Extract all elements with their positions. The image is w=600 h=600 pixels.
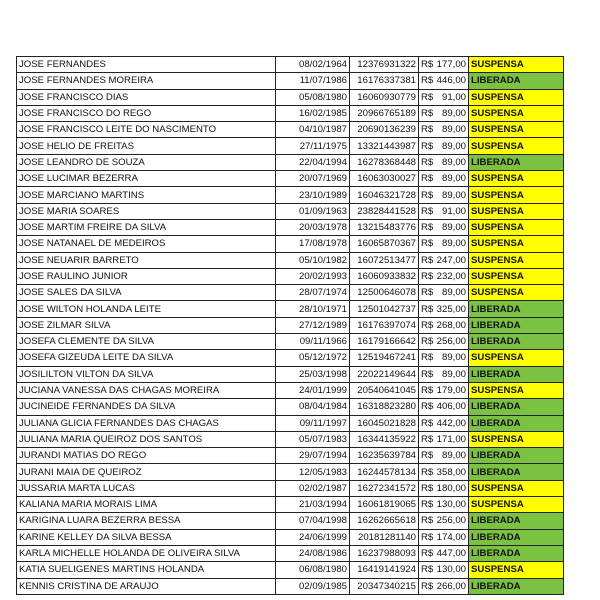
birth-date-cell: 08/04/1984 [276,399,350,415]
id-number-cell: 16176337381 [350,73,419,89]
value-wrap [421,384,466,397]
table-row [17,497,564,513]
name-cell: JOSE FERNANDES [17,57,276,73]
status-cell: LIBERADA [469,317,564,333]
amount: 447,00 [436,548,466,560]
currency-symbol: R$ [421,205,434,217]
birth-date-cell: 27/11/1975 [276,138,350,154]
currency-symbol: R$ [421,156,434,168]
value-wrap [421,172,466,185]
status-cell: SUSPENSA [469,187,564,203]
id-number-cell: 16318823280 [350,399,419,415]
records-table [16,56,564,595]
value-cell [419,366,469,382]
currency-symbol: R$ [421,482,434,494]
value-cell [419,89,469,105]
value-wrap [421,547,466,560]
value-cell [419,219,469,235]
name-cell: KENNIS CRISTINA DE ARAUJO [17,578,276,594]
birth-date-cell: 01/09/1963 [276,203,350,219]
value-cell [419,154,469,170]
value-wrap [421,449,466,462]
amount: 89,00 [441,238,466,250]
currency-symbol: R$ [421,466,434,478]
amount: 89,00 [441,156,466,168]
table-row [17,399,564,415]
currency-symbol: R$ [421,564,434,576]
status-cell: SUSPENSA [469,57,564,73]
amount: 256,00 [436,336,466,348]
amount: 89,00 [441,222,466,234]
name-cell: JULIANA MARIA QUEIROZ DOS SANTOS [17,431,276,447]
amount: 130,00 [436,564,466,576]
currency-symbol: R$ [421,319,434,331]
status-cell: SUSPENSA [469,497,564,513]
value-wrap [421,580,466,593]
birth-date-cell: 12/05/1983 [276,464,350,480]
status-cell: LIBERADA [469,415,564,431]
birth-date-cell: 05/10/1982 [276,252,350,268]
id-number-cell: 16060933832 [350,268,419,284]
value-cell [419,138,469,154]
currency-symbol: R$ [421,352,434,364]
table-row [17,464,564,480]
status-cell: SUSPENSA [469,431,564,447]
table-row [17,122,564,138]
status-cell: SUSPENSA [469,382,564,398]
name-cell: JOSE LUCIMAR BEZERRA [17,171,276,187]
currency-symbol: R$ [421,417,434,429]
value-wrap [421,466,466,479]
amount: 89,00 [441,287,466,299]
status-cell: SUSPENSA [469,562,564,578]
value-cell [419,122,469,138]
name-cell: JOSE MARCIANO MARTINS [17,187,276,203]
id-number-cell: 16045021828 [350,415,419,431]
value-wrap [421,335,466,348]
currency-symbol: R$ [421,303,434,315]
status-cell: LIBERADA [469,73,564,89]
amount: 358,00 [436,466,466,478]
amount: 89,00 [441,189,466,201]
id-number-cell: 16072513477 [350,252,419,268]
birth-date-cell: 06/08/1980 [276,562,350,578]
currency-symbol: R$ [421,515,434,527]
status-cell: LIBERADA [469,154,564,170]
status-cell: SUSPENSA [469,138,564,154]
currency-symbol: R$ [421,499,434,511]
table-row [17,382,564,398]
name-cell: JUCINEIDE FERNANDES DA SILVA [17,399,276,415]
name-cell: JOSE FRANCISCO LEITE DO NASCIMENTO [17,122,276,138]
status-cell: SUSPENSA [469,268,564,284]
table-row [17,73,564,89]
birth-date-cell: 02/02/1987 [276,480,350,496]
status-cell: LIBERADA [469,529,564,545]
birth-date-cell: 22/04/1994 [276,154,350,170]
status-cell: SUSPENSA [469,350,564,366]
value-wrap [421,482,466,495]
status-cell: SUSPENSA [469,203,564,219]
value-cell [419,562,469,578]
amount: 89,00 [441,108,466,120]
currency-symbol: R$ [421,173,434,185]
table-row [17,431,564,447]
id-number-cell: 16244578134 [350,464,419,480]
value-wrap [421,107,466,120]
id-number-cell: 12519467241 [350,350,419,366]
status-cell: LIBERADA [469,545,564,561]
amount: 89,00 [441,124,466,136]
table-row [17,545,564,561]
amount: 91,00 [441,205,466,217]
id-number-cell: 16176397074 [350,317,419,333]
table-row [17,268,564,284]
name-cell: JOSE HELIO DE FREITAS [17,138,276,154]
amount: 406,00 [436,401,466,413]
status-cell: LIBERADA [469,578,564,594]
value-wrap [421,563,466,576]
value-cell [419,171,469,187]
name-cell: JOSE SALES DA SILVA [17,285,276,301]
table-row [17,236,564,252]
value-wrap [421,74,466,87]
amount: 174,00 [436,531,466,543]
birth-date-cell: 05/12/1972 [276,350,350,366]
id-number-cell: 16262665618 [350,513,419,529]
id-number-cell: 20966765189 [350,105,419,121]
name-cell: JOSE RAULINO JUNIOR [17,268,276,284]
value-wrap [421,531,466,544]
currency-symbol: R$ [421,385,434,397]
birth-date-cell: 09/11/1966 [276,334,350,350]
name-cell: KARLA MICHELLE HOLANDA DE OLIVEIRA SILVA [17,545,276,561]
table-row [17,252,564,268]
currency-symbol: R$ [421,140,434,152]
value-cell [419,578,469,594]
birth-date-cell: 27/12/1989 [276,317,350,333]
name-cell: KARINE KELLEY DA SILVA BESSA [17,529,276,545]
value-cell [419,236,469,252]
status-cell: SUSPENSA [469,89,564,105]
birth-date-cell: 20/03/1978 [276,219,350,235]
value-wrap [421,156,466,169]
name-cell: KALIANA MARIA MORAIS LIMA [17,497,276,513]
currency-symbol: R$ [421,254,434,266]
id-number-cell: 16046321728 [350,187,419,203]
amount: 325,00 [436,303,466,315]
value-cell [419,203,469,219]
value-cell [419,415,469,431]
amount: 232,00 [436,271,466,282]
table-row [17,317,564,333]
currency-symbol: R$ [421,124,434,136]
birth-date-cell: 20/02/1993 [276,268,350,284]
currency-symbol: R$ [421,368,434,380]
birth-date-cell: 02/09/1985 [276,578,350,594]
birth-date-cell: 08/02/1964 [276,57,350,73]
value-wrap [421,91,466,104]
amount: 177,00 [436,59,466,71]
id-number-cell: 16419141924 [350,562,419,578]
status-cell: LIBERADA [469,513,564,529]
value-wrap [421,433,466,446]
value-cell [419,399,469,415]
id-number-cell: 22022149644 [350,366,419,382]
currency-symbol: R$ [421,336,434,348]
table-row [17,334,564,350]
birth-date-cell: 17/08/1978 [276,236,350,252]
birth-date-cell: 29/07/1994 [276,448,350,464]
id-number-cell: 20540641045 [350,382,419,398]
value-wrap [421,140,466,153]
value-wrap [421,237,466,250]
name-cell: JURANDI MATIAS DO REGO [17,448,276,464]
amount: 130,00 [436,499,466,511]
name-cell: JOSE NATANAEL DE MEDEIROS [17,236,276,252]
status-cell: LIBERADA [469,464,564,480]
name-cell: JOSE WILTON HOLANDA LEITE [17,301,276,317]
birth-date-cell: 09/11/1997 [276,415,350,431]
table-row [17,529,564,545]
name-cell: JUCIANA VANESSA DAS CHAGAS MOREIRA [17,382,276,398]
value-wrap [421,123,466,136]
table-row [17,578,564,594]
name-cell: JOSE ZILMAR SILVA [17,317,276,333]
status-cell: SUSPENSA [469,236,564,252]
currency-symbol: R$ [421,75,434,87]
status-cell: SUSPENSA [469,171,564,187]
id-number-cell: 20690136239 [350,122,419,138]
value-wrap [421,254,466,267]
table-row [17,415,564,431]
value-cell [419,57,469,73]
value-wrap [421,58,466,71]
amount: 180,00 [436,482,466,494]
name-cell: JURANI MAIA DE QUEIROZ [17,464,276,480]
birth-date-cell: 11/07/1986 [276,73,350,89]
birth-date-cell: 07/04/1998 [276,513,350,529]
id-number-cell: 23828441528 [350,203,419,219]
currency-symbol: R$ [421,580,434,592]
value-wrap [421,514,466,527]
name-cell: JOSEFA GIZEUDA LEITE DA SILVA [17,350,276,366]
value-cell [419,545,469,561]
table-row [17,105,564,121]
value-wrap [421,303,466,316]
table-row [17,154,564,170]
name-cell: JOSE LEANDRO DE SOUZA [17,154,276,170]
currency-symbol: R$ [421,108,434,120]
value-cell [419,464,469,480]
birth-date-cell: 16/02/1985 [276,105,350,121]
table-row [17,513,564,529]
name-cell: JOSE NEUARIR BARRETO [17,252,276,268]
birth-date-cell: 28/07/1974 [276,285,350,301]
value-cell [419,350,469,366]
value-wrap [421,205,466,218]
id-number-cell: 13215483776 [350,219,419,235]
id-number-cell: 12501042737 [350,301,419,317]
value-wrap [421,189,466,202]
status-cell: LIBERADA [469,334,564,350]
amount: 89,00 [441,173,466,185]
currency-symbol: R$ [421,401,434,413]
value-cell [419,431,469,447]
value-wrap [421,498,466,511]
table-row [17,187,564,203]
amount: 91,00 [441,91,466,103]
currency-symbol: R$ [421,287,434,299]
value-cell [419,448,469,464]
birth-date-cell: 28/10/1971 [276,301,350,317]
currency-symbol: R$ [421,189,434,201]
value-wrap [421,400,466,413]
value-cell [419,268,469,284]
status-cell: SUSPENSA [469,252,564,268]
birth-date-cell: 05/08/1980 [276,89,350,105]
value-wrap [421,221,466,234]
birth-date-cell: 24/06/1999 [276,529,350,545]
amount: 89,00 [441,450,466,462]
value-cell [419,301,469,317]
currency-symbol: R$ [421,548,434,560]
name-cell: JOSE FRANCISCO DO REGO [17,105,276,121]
birth-date-cell: 05/07/1983 [276,431,350,447]
status-cell: LIBERADA [469,301,564,317]
status-cell: SUSPENSA [469,105,564,121]
amount: 446,00 [436,75,466,87]
amount: 89,00 [441,140,466,152]
currency-symbol: R$ [421,238,434,250]
amount: 247,00 [436,254,466,266]
value-cell [419,252,469,268]
status-cell: LIBERADA [469,366,564,382]
name-cell: JOSE MARIA SOARES [17,203,276,219]
table-row [17,138,564,154]
status-cell: SUSPENSA [469,285,564,301]
table-row [17,203,564,219]
table-row [17,448,564,464]
id-number-cell: 16237988093 [350,545,419,561]
value-cell [419,285,469,301]
id-number-cell: 16060930779 [350,89,419,105]
id-number-cell: 12376931322 [350,57,419,73]
table-row [17,350,564,366]
status-cell: SUSPENSA [469,219,564,235]
value-wrap [421,286,466,299]
status-cell: LIBERADA [469,399,564,415]
table-row [17,285,564,301]
records-table-body [17,57,564,595]
currency-symbol: R$ [421,433,434,445]
name-cell: JULIANA GLICIA FERNANDES DAS CHAGAS [17,415,276,431]
currency-symbol: R$ [421,91,434,103]
id-number-cell: 20181281140 [350,529,419,545]
amount: 89,00 [441,368,466,380]
name-cell: JOSILILTON VILTON DA SILVA [17,366,276,382]
value-cell [419,382,469,398]
birth-date-cell: 04/10/1987 [276,122,350,138]
birth-date-cell: 23/10/1989 [276,187,350,203]
id-number-cell: 16179166642 [350,334,419,350]
name-cell: JOSE MARTIM FREIRE DA SILVA [17,219,276,235]
id-number-cell: 16065870367 [350,236,419,252]
birth-date-cell: 21/03/1994 [276,497,350,513]
table-row [17,301,564,317]
table-row [17,57,564,73]
value-cell [419,73,469,89]
name-cell: JOSE FRANCISCO DIAS [17,89,276,105]
amount: 256,00 [436,515,466,527]
value-cell [419,513,469,529]
id-number-cell: 12500646078 [350,285,419,301]
status-cell: SUSPENSA [469,122,564,138]
id-number-cell: 16272341572 [350,480,419,496]
name-cell: KARIGINA LUARA BEZERRA BESSA [17,513,276,529]
id-number-cell: 16063030027 [350,171,419,187]
amount: 266,00 [436,580,466,592]
table-row [17,562,564,578]
name-cell: JOSEFA CLEMENTE DA SILVA [17,334,276,350]
id-number-cell: 20347340215 [350,578,419,594]
value-cell [419,317,469,333]
birth-date-cell: 25/03/1998 [276,366,350,382]
birth-date-cell: 24/01/1999 [276,382,350,398]
value-wrap [421,351,466,364]
value-cell [419,105,469,121]
name-cell: JOSE FERNANDES MOREIRA [17,73,276,89]
currency-symbol: R$ [421,271,434,282]
amount: 442,00 [436,417,466,429]
table-row [17,480,564,496]
birth-date-cell: 20/07/1969 [276,171,350,187]
value-cell [419,187,469,203]
status-cell: SUSPENSA [469,480,564,496]
table-row [17,171,564,187]
birth-date-cell: 24/08/1986 [276,545,350,561]
value-wrap [421,319,466,332]
value-cell [419,334,469,350]
currency-symbol: R$ [421,222,434,234]
table-row [17,366,564,382]
table-row [17,89,564,105]
name-cell: KATIA SUELIGENES MARTINS HOLANDA [17,562,276,578]
value-cell [419,529,469,545]
id-number-cell: 16235639784 [350,448,419,464]
value-wrap [421,270,466,283]
currency-symbol: R$ [421,59,434,71]
amount: 171,00 [436,433,466,445]
status-cell: LIBERADA [469,448,564,464]
id-number-cell: 16278368448 [350,154,419,170]
id-number-cell: 16344135922 [350,431,419,447]
value-cell [419,497,469,513]
value-cell [419,480,469,496]
amount: 179,00 [436,385,466,397]
amount: 268,00 [436,319,466,331]
id-number-cell: 16061819065 [350,497,419,513]
name-cell: JUSSARIA MARTA LUCAS [17,480,276,496]
amount: 89,00 [441,352,466,364]
currency-symbol: R$ [421,531,434,543]
value-wrap [421,417,466,430]
currency-symbol: R$ [421,450,434,462]
value-wrap [421,368,466,381]
id-number-cell: 13321443987 [350,138,419,154]
table-row [17,219,564,235]
